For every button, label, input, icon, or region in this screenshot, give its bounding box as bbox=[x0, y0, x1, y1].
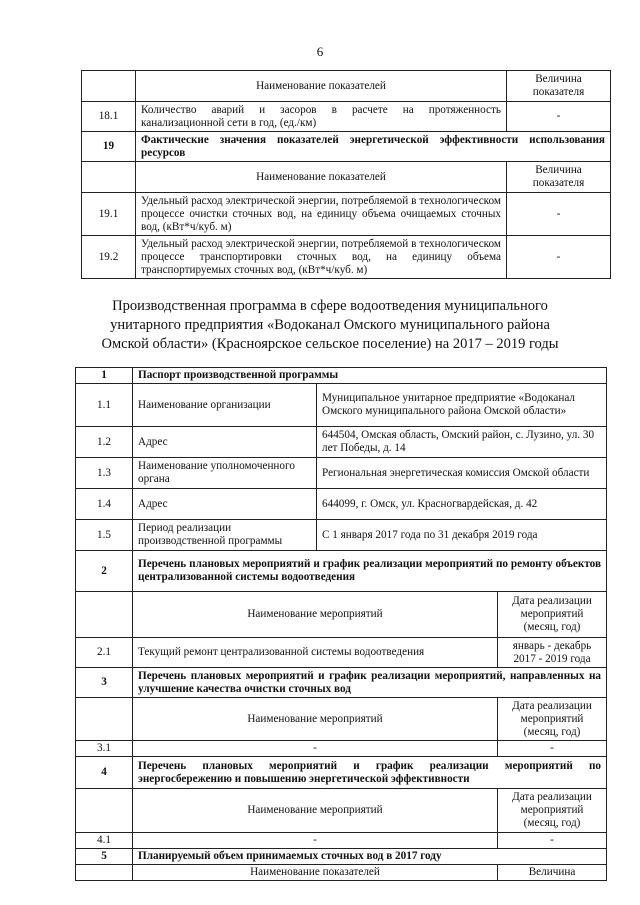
row-number: 1.5 bbox=[76, 520, 133, 551]
empty-cell bbox=[76, 592, 133, 638]
passport-value: С 1 января 2017 года по 31 декабря 2019 года bbox=[317, 520, 607, 551]
passport-label: Период реализации производственной программы bbox=[133, 520, 317, 551]
section-number: 3 bbox=[76, 668, 133, 698]
header-name: Наименование показателей bbox=[136, 162, 507, 193]
passport-label: Адрес bbox=[133, 489, 317, 520]
header-value: Величина показателя bbox=[507, 71, 611, 102]
empty-cell bbox=[76, 865, 133, 881]
section-title: Перечень плановых мероприятий и график реализации мероприятий по ремонту объектов централизованной системы водоотведения bbox=[133, 551, 607, 592]
heading-line: унитарного предприятия «Водоканал Омского муниципального района bbox=[110, 317, 550, 333]
measure-date: - bbox=[498, 741, 607, 757]
row-number: 1.2 bbox=[76, 427, 133, 458]
section-title: Перечень плановых мероприятий и график реализации мероприятий, направленных на улучшение качества очистки сточных вод bbox=[133, 668, 607, 698]
row-number: 2.1 bbox=[76, 638, 133, 668]
measure-name: Текущий ремонт централизованной системы водоотведения bbox=[133, 638, 498, 668]
indicator-value: - bbox=[507, 236, 611, 279]
row-number: 1.4 bbox=[76, 489, 133, 520]
section-title: Паспорт производственной программы bbox=[133, 368, 607, 384]
header-name: Наименование показателей bbox=[133, 865, 498, 881]
header-date: Дата реализации мероприятий (месяц, год) bbox=[498, 698, 607, 741]
header-name: Наименование мероприятий bbox=[133, 592, 498, 638]
measure-name: - bbox=[133, 741, 498, 757]
header-name: Наименование мероприятий bbox=[133, 698, 498, 741]
section-title: Фактические значения показателей энергетической эффективности использования ресурсов bbox=[136, 132, 611, 162]
empty-cell bbox=[82, 71, 136, 102]
section-title: Планируемый объем принимаемых сточных вод в 2017 году bbox=[133, 849, 607, 865]
measure-name: - bbox=[133, 833, 498, 849]
passport-value: 644504, Омская область, Омский район, с. Лузино, ул. 30 лет Победы, д. 14 bbox=[317, 427, 607, 458]
section-number: 2 bbox=[76, 551, 133, 592]
program-table bbox=[75, 367, 607, 881]
heading-line: Производственная программа в сфере водоотведения муниципального bbox=[112, 298, 548, 314]
passport-value: Региональная энергетическая комиссия Омской области bbox=[317, 458, 607, 489]
empty-cell bbox=[76, 698, 133, 741]
indicator-name: Удельный расход электрической энергии, потребляемой в технологическом процессе транспортировки сточных вод, на единицу объема транспортируемых сточных вод, (кВт*ч/куб. м) bbox=[136, 236, 507, 279]
indicator-name: Количество аварий и засоров в расчете на протяженность канализационной сети в год, (ед./км) bbox=[136, 102, 507, 132]
row-number: 1.3 bbox=[76, 458, 133, 489]
row-number: 3.1 bbox=[76, 741, 133, 757]
section-title: Перечень плановых мероприятий и график реализации мероприятий по энергосбережению и повышению энергетической эффективности bbox=[133, 757, 607, 789]
row-number: 19.2 bbox=[82, 236, 136, 279]
passport-label: Адрес bbox=[133, 427, 317, 458]
row-number: 19.1 bbox=[82, 193, 136, 236]
indicator-value: - bbox=[507, 102, 611, 132]
empty-cell bbox=[82, 162, 136, 193]
header-name: Наименование мероприятий bbox=[133, 789, 498, 833]
measure-date: январь - декабрь 2017 - 2019 года bbox=[498, 638, 607, 668]
section-number: 1 bbox=[76, 368, 133, 384]
indicator-value: - bbox=[507, 193, 611, 236]
section-number: 19 bbox=[82, 132, 136, 162]
indicator-name: Удельный расход электрической энергии, потребляемой в технологическом процессе очистки сточных вод, на единицу объема очищаемых сточных вод, (кВт*ч/куб. м) bbox=[136, 193, 507, 236]
indicators-table bbox=[81, 70, 611, 279]
empty-cell bbox=[76, 789, 133, 833]
row-number: 18.1 bbox=[82, 102, 136, 132]
header-date: Дата реализации мероприятий (месяц, год) bbox=[498, 789, 607, 833]
header-value: Величина показателя bbox=[507, 162, 611, 193]
header-name: Наименование показателей bbox=[136, 71, 507, 102]
row-number: 4.1 bbox=[76, 833, 133, 849]
measure-date: - bbox=[498, 833, 607, 849]
section-number: 4 bbox=[76, 757, 133, 789]
header-value: Величина bbox=[498, 865, 607, 881]
passport-value: Муниципальное унитарное предприятие «Водоканал Омского муниципального района Омской области» bbox=[317, 384, 607, 427]
page-number: 6 bbox=[316, 44, 324, 59]
passport-label: Наименование уполномоченного органа bbox=[133, 458, 317, 489]
passport-value: 644099, г. Омск, ул. Красногвардейская, д. 42 bbox=[317, 489, 607, 520]
row-number: 1.1 bbox=[76, 384, 133, 427]
section-number: 5 bbox=[76, 849, 133, 865]
header-date: Дата реализации мероприятий (месяц, год) bbox=[498, 592, 607, 638]
program-heading bbox=[60, 297, 600, 354]
heading-line: Омской области» (Красноярское сельское поселение) на 2017 – 2019 годы bbox=[101, 336, 559, 352]
passport-label: Наименование организации bbox=[133, 384, 317, 427]
